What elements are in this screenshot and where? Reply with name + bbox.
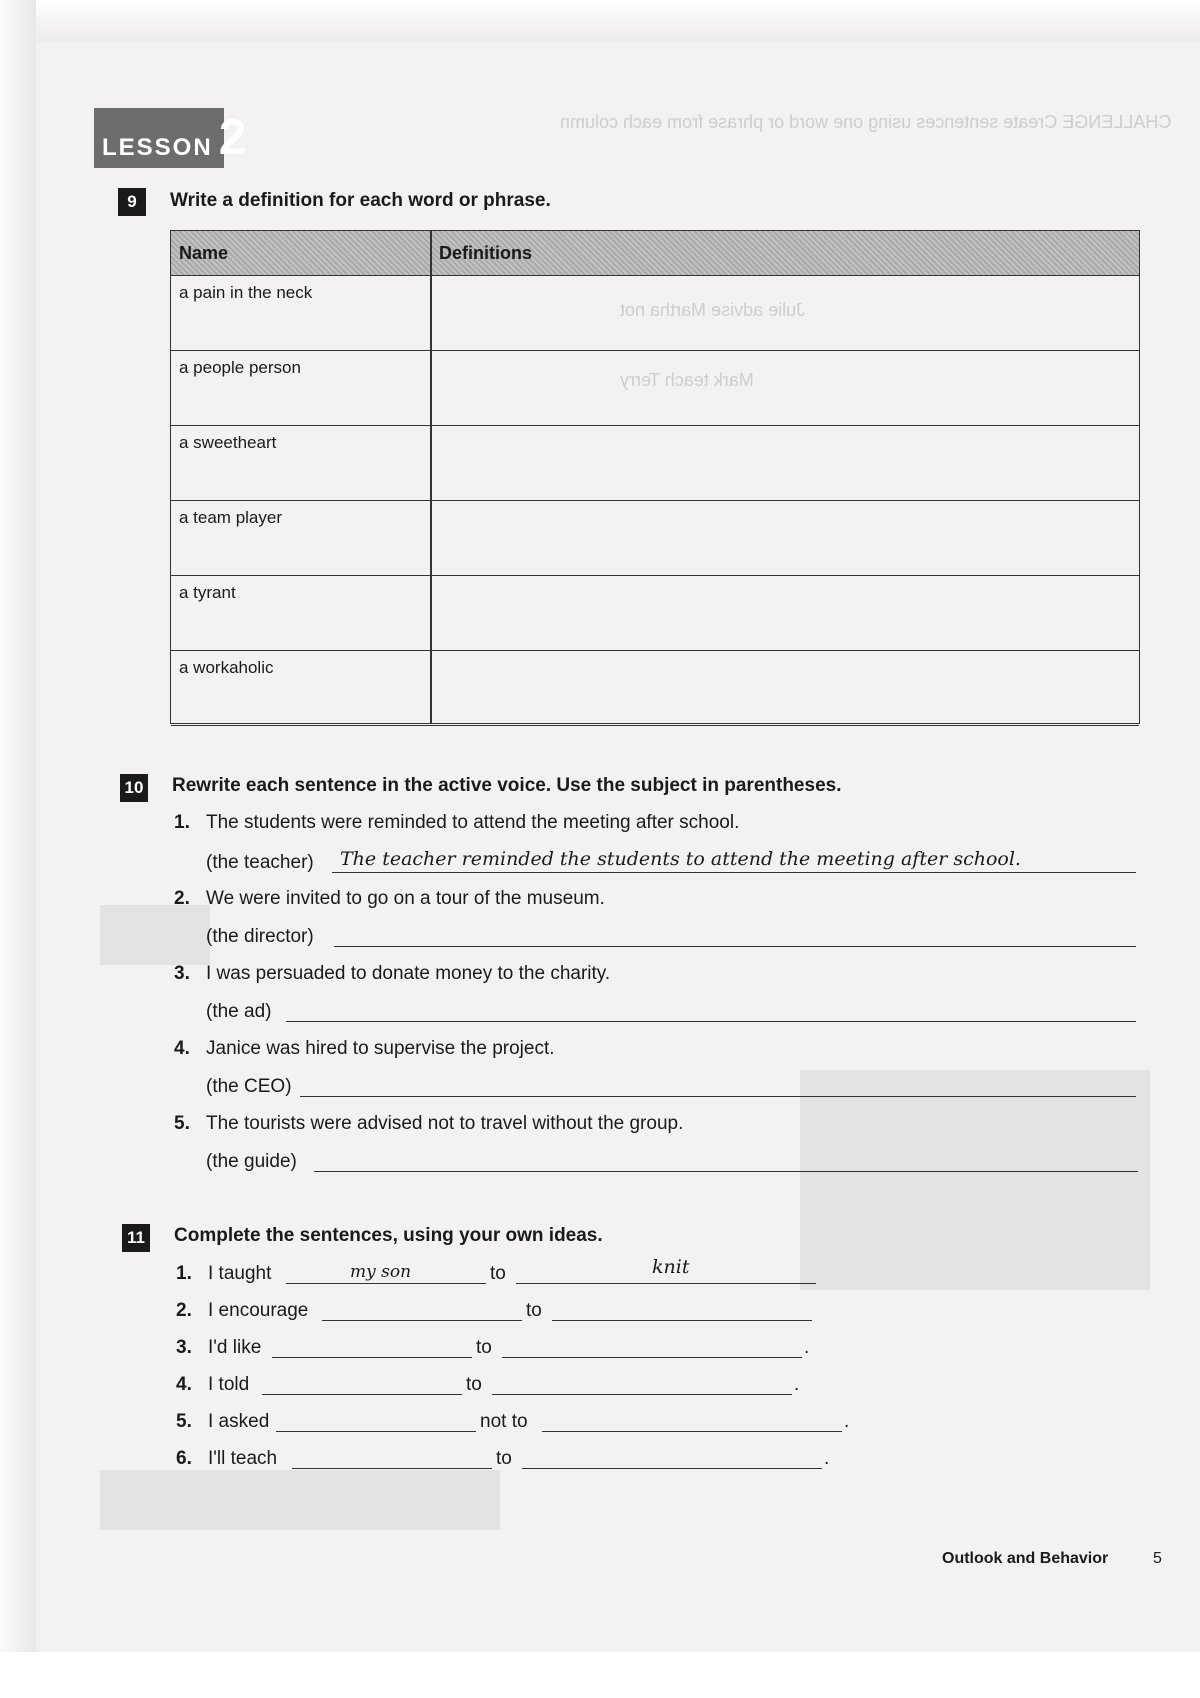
period: . (794, 1374, 800, 1395)
exercise-10-instruction: Rewrite each sentence in the active voice. Use the subject in parentheses. (172, 775, 842, 796)
term-cell: a tyrant (179, 583, 236, 602)
blank-line[interactable] (542, 1405, 842, 1432)
connector-word: to (526, 1300, 542, 1321)
item-number: 4. (174, 1038, 190, 1059)
item-start: I taught (208, 1263, 272, 1284)
item-number: 3. (176, 1337, 192, 1358)
item-number: 6. (176, 1448, 192, 1469)
item-number: 4. (176, 1374, 192, 1395)
item-start: I'll teach (208, 1448, 278, 1469)
ex10-subject-4: (the CEO) (206, 1076, 292, 1097)
bleed-through-box (100, 905, 210, 965)
term-cell: a sweetheart (179, 433, 277, 452)
item-number: 5. (174, 1113, 190, 1134)
column-header-name: Name (179, 243, 229, 263)
handwritten-answer: knit (652, 1256, 690, 1278)
item-number: 1. (176, 1263, 192, 1284)
answer-line[interactable] (300, 1070, 1136, 1097)
blank-line[interactable] (322, 1294, 522, 1321)
item-number: 3. (174, 963, 190, 984)
table-row (171, 575, 1139, 651)
item-number: 1. (174, 812, 190, 833)
period: . (804, 1337, 810, 1358)
connector-word: not to (480, 1411, 528, 1432)
item-start: I told (208, 1374, 250, 1395)
connector-word: to (490, 1263, 506, 1284)
scan-edge-top (0, 0, 1200, 42)
exercise-9-instruction: Write a definition for each word or phrase. (170, 190, 551, 211)
connector-word: to (466, 1374, 482, 1395)
item-number: 5. (176, 1411, 192, 1432)
table-row (171, 500, 1139, 576)
blank-line[interactable] (552, 1294, 812, 1321)
table-row (171, 350, 1139, 426)
column-divider (430, 231, 432, 723)
bleed-through-text: Julie advise Martha not (620, 300, 806, 320)
term-cell: a people person (179, 358, 301, 377)
footer-unit-title: Outlook and Behavior (942, 1550, 1109, 1567)
answer-line[interactable] (314, 1145, 1138, 1172)
period: . (844, 1411, 850, 1432)
handwritten-answer: my son (350, 1262, 412, 1282)
item-start: I'd like (208, 1337, 262, 1358)
lesson-badge (94, 108, 247, 168)
item-sentence: The tourists were advised not to travel without the group. (206, 1113, 684, 1134)
exercise-11-instruction: Complete the sentences, using your own ideas. (174, 1225, 603, 1246)
item-sentence: We were invited to go on a tour of the museum. (206, 888, 605, 909)
table-row (171, 275, 1139, 351)
item-sentence: I was persuaded to donate money to the charity. (206, 963, 611, 984)
table-header (171, 231, 1139, 276)
table-row (171, 425, 1139, 501)
item-start: I asked (208, 1411, 270, 1432)
item-start: I encourage (208, 1300, 309, 1321)
exercise-9-number: 9 (118, 188, 146, 216)
connector-word: to (476, 1337, 492, 1358)
ex10-subject-5: (the guide) (206, 1151, 297, 1172)
blank-line[interactable] (492, 1368, 792, 1395)
ex10-subject-2: (the director) (206, 926, 314, 947)
blank-line[interactable] (272, 1331, 472, 1358)
answer-line[interactable] (286, 995, 1136, 1022)
ex10-subject-3: (the ad) (206, 1001, 272, 1022)
item-number: 2. (176, 1300, 192, 1321)
scan-edge-bottom (0, 1652, 1200, 1698)
scan-edge-left (0, 0, 36, 1698)
lesson-label: LESSON (102, 134, 213, 161)
blank-line[interactable] (262, 1368, 462, 1395)
item-sentence: Janice was hired to supervise the project. (206, 1038, 555, 1059)
blank-line[interactable] (292, 1442, 492, 1469)
bleed-through-box (100, 1470, 500, 1530)
table-row (171, 650, 1139, 726)
column-header-definitions: Definitions (439, 243, 532, 263)
item-number: 2. (174, 888, 190, 909)
handwritten-answer: The teacher reminded the students to attend the meeting after school. (340, 848, 1021, 870)
bleed-through-box (800, 1070, 1150, 1290)
lesson-number: 2 (218, 109, 247, 165)
page-number: 5 (1153, 1550, 1162, 1567)
exercise-11-number: 11 (122, 1224, 150, 1252)
term-cell: a team player (179, 508, 282, 527)
term-cell: a pain in the neck (179, 283, 313, 302)
blank-line[interactable] (276, 1405, 476, 1432)
connector-word: to (496, 1448, 512, 1469)
bleed-through-text: CHALLENGE Create sentences using one word or phrase from each column (560, 112, 1172, 132)
term-cell: a workaholic (179, 658, 274, 677)
answer-line[interactable] (334, 920, 1136, 947)
period: . (824, 1448, 830, 1469)
bleed-through-text: Mark teach Terry (620, 370, 754, 390)
item-sentence: The students were reminded to attend the meeting after school. (206, 812, 740, 833)
exercise-10-number: 10 (120, 774, 148, 802)
definitions-table (170, 230, 1140, 724)
ex10-subject-1: (the teacher) (206, 852, 314, 873)
blank-line[interactable] (502, 1331, 802, 1358)
blank-line[interactable] (522, 1442, 822, 1469)
